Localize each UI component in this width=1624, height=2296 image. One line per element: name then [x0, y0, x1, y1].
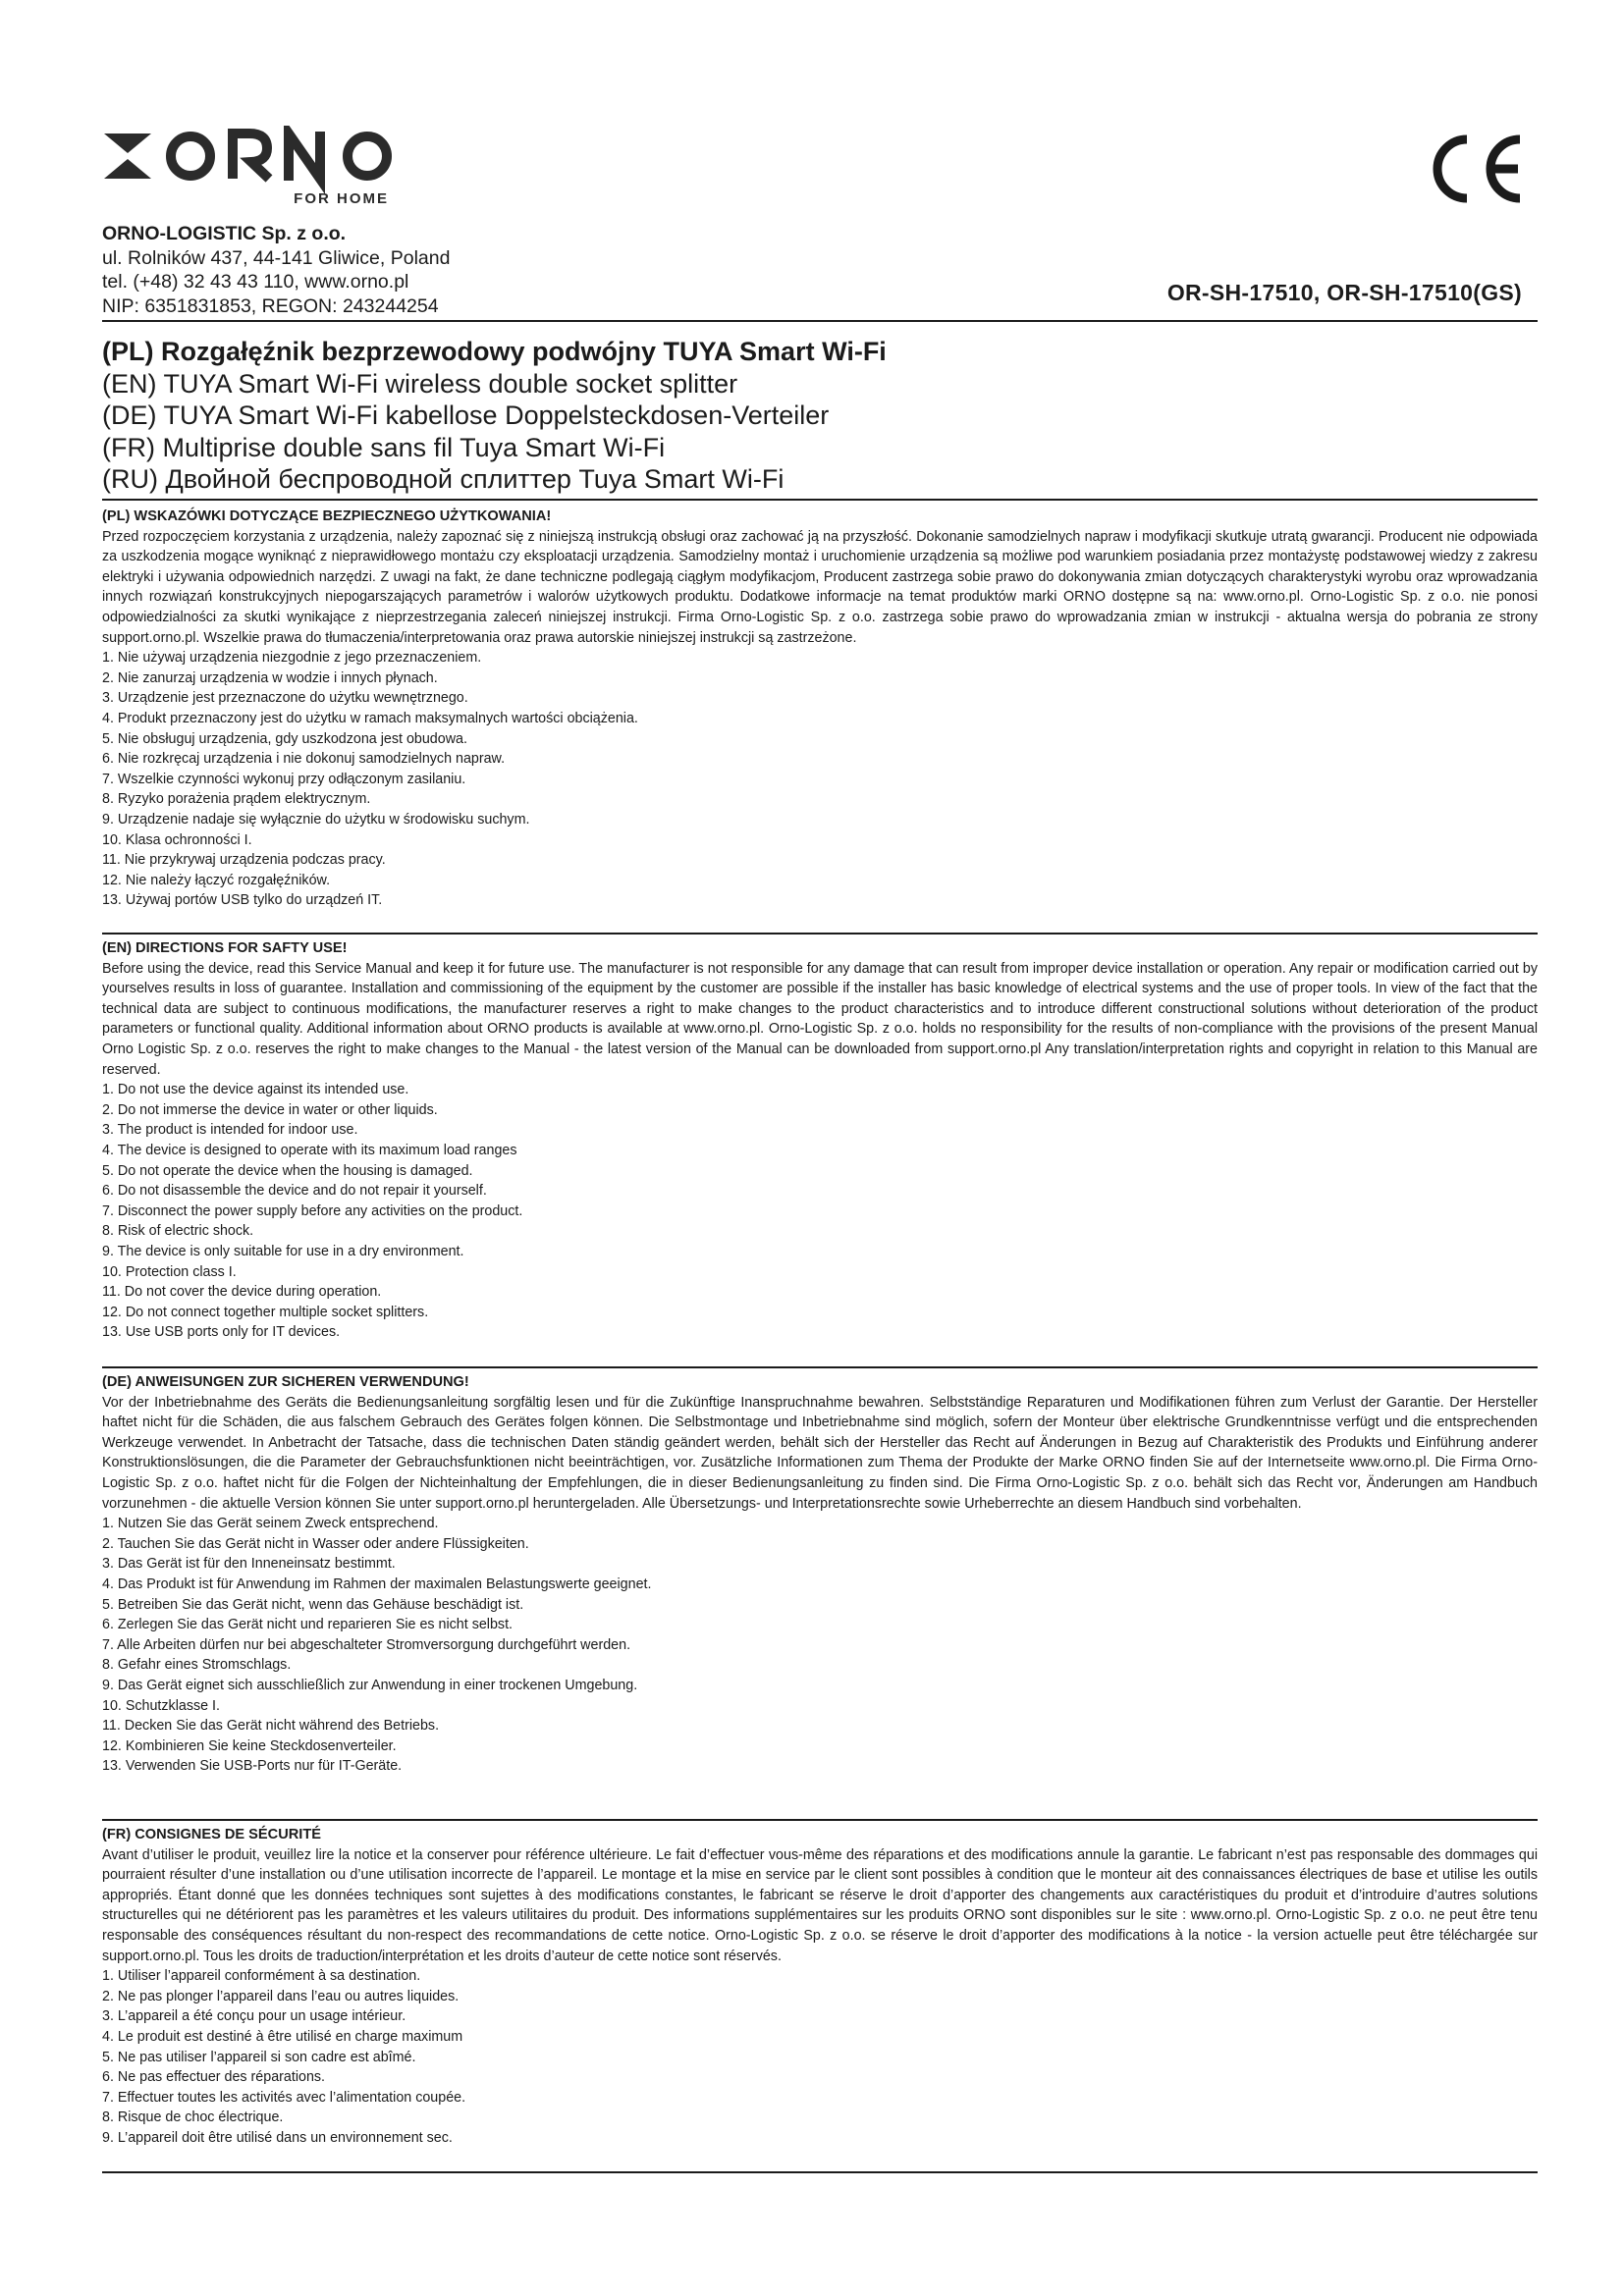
- list-item: 12. Do not connect together multiple socket splitters.: [102, 1304, 429, 1320]
- title-pl: (PL) Rozgałęźnik bezprzewodowy podwójny TUYA Smart Wi-Fi: [102, 337, 887, 366]
- list-item: 13. Verwenden Sie USB-Ports nur für IT-Geräte.: [102, 1758, 403, 1775]
- company-contact: tel. (+48) 32 43 43 110, www.orno.pl: [102, 271, 409, 293]
- model-number: OR-SH-17510, OR-SH-17510(GS): [1166, 280, 1522, 305]
- list-item: 5. Nie obsługuj urządzenia, gdy uszkodzona jest obudowa.: [102, 730, 467, 747]
- list-item: 3. Das Gerät ist für den Inneneinsatz bestimmt.: [102, 1556, 396, 1573]
- list-item: 1. Nie używaj urządzenia niezgodnie z jego przeznaczeniem.: [102, 650, 482, 667]
- list-item: 2. Ne pas plonger l’appareil dans l’eau ou autres liquides.: [102, 1988, 460, 2004]
- list-item: 11. Decken Sie das Gerät nicht während des Betriebs.: [102, 1718, 440, 1735]
- safety-section-pl: [102, 507, 1538, 911]
- divider: [102, 499, 1538, 501]
- list-item: 3. Urządzenie jest przeznaczone do użytku wewnętrznego.: [102, 690, 468, 707]
- list-item: 11. Nie przykrywaj urządzenia podczas pracy.: [102, 852, 386, 869]
- divider: [102, 1819, 1538, 1821]
- list-item: 2. Tauchen Sie das Gerät nicht in Wasser oder andere Flüssigkeiten.: [102, 1535, 529, 1552]
- list-item: 7. Alle Arbeiten dürfen nur bei abgeschalteter Stromversorgung durchgeführt werden.: [102, 1636, 631, 1653]
- divider: [102, 2171, 1538, 2173]
- orno-logo-mark: [104, 133, 151, 179]
- list-item: 3. The product is intended for indoor use.: [102, 1122, 358, 1139]
- section-heading: (FR) CONSIGNES DE SÉCURITÉ: [102, 1827, 321, 1842]
- section-intro: Before using the device, read this Service Manual and keep it for future use. The manufacturer is not responsible for any damage that can result from improper device installation or operation. Any repair or modification carried out by yourselves results in loss of guarantee. Installation and commissioning of the equipment by the customer are possible if the installer has basic knowledge of electrical systems and the use of proper tools. In view of the fact that the technical data are subject to continuous modifications, the manufacturer reserves a right to make changes to the product characteristics and to introduce different constructional solutions without deterioration of the product parameters or functional quality. Additional information about ORNO products is available at www.orno.pl. Orno-Logistic Sp. z o.o. holds no responsibility for the results of non-compliance with the provisions of the present Manual Orno Logistic Sp. z o.o. reserves the right to make changes to the Manual - the latest version of the Manual can be downloaded from support.orno.pl Any translation/interpretation rights and copyright in relation to this Manual are reserved.: [102, 960, 1538, 1078]
- list-item: 10. Klasa ochronności I.: [102, 831, 252, 848]
- list-item: 7. Disconnect the power supply before any activities on the product.: [102, 1202, 523, 1219]
- list-item: 8. Risk of electric shock.: [102, 1223, 254, 1240]
- list-item: 7. Wszelkie czynności wykonuj przy odłączonym zasilaniu.: [102, 771, 466, 787]
- list-item: 8. Gefahr eines Stromschlags.: [102, 1657, 292, 1674]
- title-fr: (FR) Multiprise double sans fil Tuya Smart Wi-Fi: [102, 432, 666, 462]
- ce-mark-icon: [1420, 130, 1530, 208]
- list-item: 8. Ryzyko porażenia prądem elektrycznym.: [102, 791, 371, 808]
- title-de: (DE) TUYA Smart Wi-Fi kabellose Doppelsteckdosen-Verteiler: [102, 400, 830, 430]
- list-item: 5. Betreiben Sie das Gerät nicht, wenn das Gehäuse beschädigt ist.: [102, 1596, 524, 1613]
- list-item: 6. Zerlegen Sie das Gerät nicht und reparieren Sie es nicht selbst.: [102, 1617, 514, 1633]
- list-item: 5. Ne pas utiliser l’appareil si son cadre est abîmé.: [102, 2049, 416, 2065]
- list-item: 4. Le produit est destiné à être utilisé en charge maximum: [102, 2028, 463, 2045]
- list-item: 13. Use USB ports only for IT devices.: [102, 1324, 341, 1341]
- list-item: 6. Do not disassemble the device and do not repair it yourself.: [102, 1183, 487, 1200]
- list-item: 9. Urządzenie nadaje się wyłącznie do użytku w środowisku suchym.: [102, 811, 530, 828]
- list-item: 1. Nutzen Sie das Gerät seinem Zweck entsprechend.: [102, 1516, 439, 1532]
- list-item: 4. The device is designed to operate with its maximum load ranges: [102, 1142, 517, 1158]
- divider: [102, 1366, 1538, 1368]
- company-address: ul. Rolników 437, 44-141 Gliwice, Poland: [102, 246, 451, 269]
- list-item: 1. Do not use the device against its intended use.: [102, 1082, 409, 1098]
- section-intro: Avant d’utiliser le produit, veuillez lire la notice et la conserver pour référence ultérieure. Le fait d’effectuer vous-même des réparations et des modifications annule la garantie. Le fabricant n’est pas responsable des dommages qui pourraient résulter d’une installation ou d’une utilisation incorrecte de l’appareil. Le montage et la mise en service par le client sont possibles à condition que le monteur ait des connaissances électriques de base et utilise les outils appropriés. Étant donné que les données techniques sont sujettes à des modifications constantes, le fabricant se réserve le droit d’apporter des changements aux caractéristiques du produit et d’introduire d’autres solutions structurelles qui ne détériorent pas les paramètres et les valeurs utilitaires du produit. Des informations supplémentaires sur les produits ORNO sont disponibles sur le site : www.orno.pl. Orno-Logistic Sp. z o.o. ne peut être tenu responsable des conséquences résultant du non-respect des recommandations de cette notice. Orno-Logistic Sp. z o.o. se réserve le droit d’apporter des modifications à la notice - la version actuelle peut être téléchargée sur support.orno.pl. Tous les droits de traduction/interprétation et les droits d’auteur de cette notice sont réservés.: [102, 1846, 1538, 1964]
- list-item: 4. Das Produkt ist für Anwendung im Rahmen der maximalen Belastungswerte geeignet.: [102, 1575, 652, 1592]
- list-item: 12. Nie należy łączyć rozgałęźników.: [102, 872, 331, 888]
- list-item: 8. Risque de choc électrique.: [102, 2109, 284, 2126]
- title-ru: (RU) Двойной беспроводной сплиттер Tuya Smart Wi-Fi: [102, 464, 785, 494]
- list-item: 13. Używaj portów USB tylko do urządzeń IT.: [102, 892, 383, 909]
- list-item: 5. Do not operate the device when the housing is damaged.: [102, 1162, 473, 1179]
- section-heading: (DE) ANWEISUNGEN ZUR SICHEREN VERWENDUNG!: [102, 1374, 469, 1390]
- list-item: 10. Protection class I.: [102, 1263, 237, 1280]
- list-item: 3. L’appareil a été conçu pour un usage intérieur.: [102, 2008, 406, 2025]
- company-name: ORNO-LOGISTIC Sp. z o.o.: [102, 223, 347, 244]
- section-heading: (PL) WSKAZÓWKI DOTYCZĄCE BEZPIECZNEGO UŻYTKOWANIA!: [102, 508, 552, 524]
- list-item: 10. Schutzklasse I.: [102, 1697, 220, 1714]
- section-intro: Vor der Inbetriebnahme des Geräts die Bedienungsanleitung sorgfältig lesen und für die Zukünftige Inanspruchnahme bewahren. Selbstständige Reparaturen und Modifikationen führen zum Verlust der Garantie. Der Hersteller haftet nicht für die Schäden, die aus falschem Gebrauch des Gerätes folgen können. Die Selbstmontage und Inbetriebnahme sind möglich, sofern der Monteur über elektrische Grundkenntnisse verfügt und die entsprechenden Werkzeuge verwendet. In Anbetracht der Tatsache, dass die technischen Daten ständig geändert werden, behält sich der Hersteller das Recht auf Änderungen in Bezug auf Charakteristik des Produkts und Einführung anderer Konstruktionslösungen, die die Parameter der Gebrauchsfunktionen nicht beeinträchtigen, vor. Zusätzliche Informationen zum Thema der Produkte der Marke ORNO finden Sie auf der Internetseite www.orno.pl. Die Firma Orno-Logistic Sp. z o.o. haftet nicht für die Folgen der Nichteinhaltung der Empfehlungen, die in dieser Bedienungsanleitung zu finden sind. Die Firma Orno-Logistic Sp. z o.o. behält sich das Recht vor, Änderungen am Handbuch vorzunehmen - die aktuelle Version können Sie unter support.orno.pl heruntergeladen. Alle Übersetzungs- und Interpretationsrechte sowie Urheberrechte an diesem Handbuch sind vorbehalten.: [102, 1394, 1538, 1512]
- product-titles: [102, 336, 887, 496]
- divider: [102, 320, 1538, 322]
- list-item: 7. Effectuer toutes les activités avec l’alimentation coupée.: [102, 2089, 466, 2106]
- list-item: 9. L’appareil doit être utilisé dans un environnement sec.: [102, 2129, 453, 2146]
- divider: [102, 933, 1538, 934]
- list-item: 1. Utiliser l’appareil conformément à sa destination.: [102, 1968, 421, 1985]
- list-item: 2. Do not immerse the device in water or other liquids.: [102, 1101, 438, 1118]
- list-item: 6. Ne pas effectuer des réparations.: [102, 2069, 326, 2086]
- title-en: (EN) TUYA Smart Wi-Fi wireless double socket splitter: [102, 368, 738, 399]
- list-item: 4. Produkt przeznaczony jest do użytku w ramach maksymalnych wartości obciążenia.: [102, 710, 638, 726]
- list-item: 9. Das Gerät eignet sich ausschließlich zur Anwendung in einer trockenen Umgebung.: [102, 1677, 638, 1693]
- list-item: 9. The device is only suitable for use in a dry environment.: [102, 1243, 464, 1259]
- orno-logo: [102, 126, 397, 208]
- section-intro: Przed rozpoczęciem korzystania z urządzenia, należy zapoznać się z niniejszą instrukcją obsługi oraz zachować ją na przyszłość. Dokonanie samodzielnych napraw i modyfikacji skutkuje utratą gwarancji. Producent nie odpowiada za uszkodzenia mogące wyniknąć z nieprawidłowego montażu czy eksploatacji urządzenia. Samodzielny montaż i uruchomienie urządzenia są możliwe pod warunkiem posiadania przez montażystę podstawowej wiedzy z zakresu elektryki i używania odpowiednich narzędzi. Z uwagi na fakt, że dane techniczne podlegają ciągłym modyfikacjom, Producent zastrzega sobie prawo do dokonywania zmian dotyczących charakterystyki wyrobu oraz wprowadzania innych rozwiązań konstrukcyjnych niepogarszających parametrów i walorów użytkowych produktu. Dodatkowe informacje na temat produktów marki ORNO dostępne są na: www.orno.pl. Orno-Logistic Sp. z o.o. nie ponosi odpowiedzialności za skutki wynikające z nieprzestrzegania zaleceń niniejszej instrukcji. Firma Orno-Logistic Sp. z o.o. zastrzega sobie prawo do wprowadzania zmian w instrukcji - aktualna wersja do pobrania ze strony support.orno.pl. Wszelkie prawa do tłumaczenia/interpretowania oraz prawa autorskie niniejszej instrukcji są zastrzeżone.: [102, 528, 1538, 646]
- safety-section-de: [102, 1372, 1538, 1777]
- company-info: [102, 222, 450, 318]
- safety-section-en: [102, 938, 1538, 1343]
- list-item: 12. Kombinieren Sie keine Steckdosenverteiler.: [102, 1737, 397, 1754]
- safety-section-fr: [102, 1825, 1538, 2149]
- section-heading: (EN) DIRECTIONS FOR SAFTY USE!: [102, 940, 348, 956]
- list-item: 2. Nie zanurzaj urządzenia w wodzie i innych płynach.: [102, 669, 438, 686]
- list-item: 11. Do not cover the device during operation.: [102, 1284, 382, 1301]
- list-item: 6. Nie rozkręcaj urządzenia i nie dokonuj samodzielnych napraw.: [102, 751, 506, 768]
- logo-subtitle: FOR HOME: [294, 190, 389, 207]
- company-ids: NIP: 6351831853, REGON: 243244254: [102, 294, 439, 317]
